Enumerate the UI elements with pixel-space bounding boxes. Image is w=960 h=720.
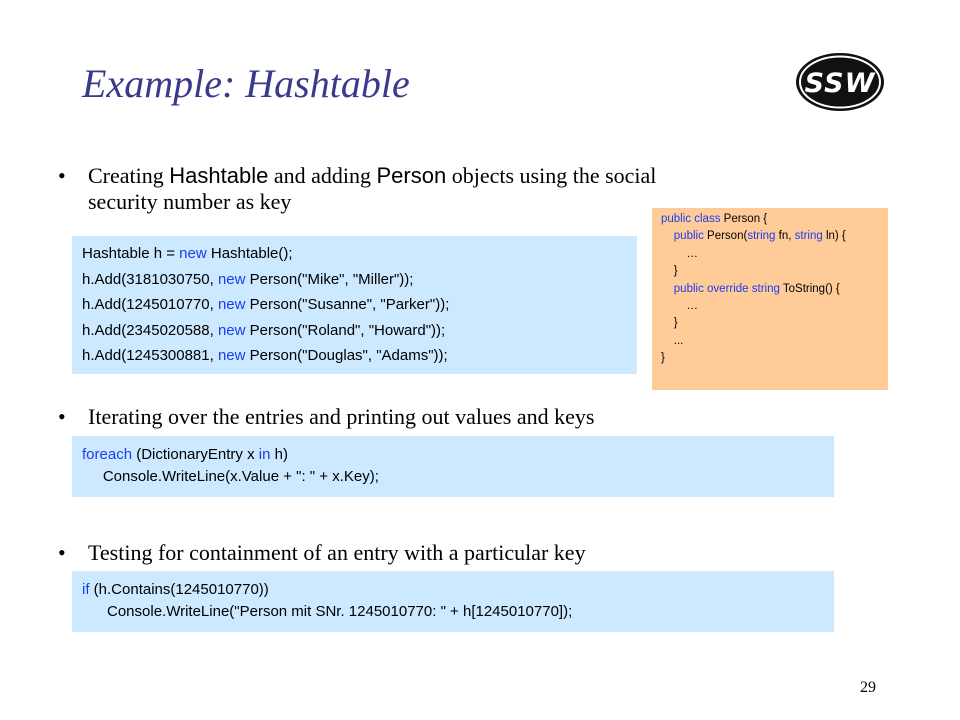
code-line: } xyxy=(661,352,665,365)
bullet-3: • Testing for containment of an entry with a particular key xyxy=(58,540,586,565)
code-line: public Person(string fn, string ln) { xyxy=(673,230,846,243)
bullet-1: • Creating Hashtable and adding Person objects using the social security number as key xyxy=(58,163,657,214)
bullet-2-text: Iterating over the entries and printing out values and keys xyxy=(88,404,595,429)
code-line: if (h.Contains(1245010770)) xyxy=(82,581,269,598)
code-line: Hashtable h = new Hashtable(); xyxy=(82,245,293,262)
code-line: Console.WriteLine(x.Value + ": " + x.Key); xyxy=(82,468,379,485)
bullet-1-hashtable: Hashtable xyxy=(169,163,269,188)
code-line: foreach (DictionaryEntry x in h) xyxy=(82,446,288,463)
bullet-1-text-a: Creating xyxy=(88,163,170,188)
svg-text:SSW: SSW xyxy=(804,68,876,99)
code-line: } xyxy=(661,317,678,330)
foreach-code-block xyxy=(72,436,834,497)
code-line: h.Add(3181030750, new Person("Mike", "Miller")); xyxy=(82,270,414,288)
code-line: public override string ToString() { xyxy=(673,282,840,295)
bullet-1-text-b: and adding xyxy=(268,163,377,188)
code-line: ... xyxy=(661,334,684,347)
slide-title: Example: Hashtable xyxy=(82,61,410,106)
hashtable-code-block xyxy=(72,236,637,374)
code-line: … xyxy=(661,300,699,313)
bullet-2: • Iterating over the entries and printing out values and keys xyxy=(58,404,595,429)
bullet-3-text: Testing for containment of an entry with a particular key xyxy=(88,540,586,565)
bullet-1-line2: security number as key xyxy=(88,189,292,214)
code-line: h.Add(1245300881, new Person("Douglas", "Adams")); xyxy=(82,347,448,364)
code-line: … xyxy=(661,247,699,260)
ssw-logo xyxy=(794,50,888,114)
code-line: Console.WriteLine("Person mit SNr. 1245010770: " + h[1245010770]); xyxy=(82,603,573,620)
person-class-code-block xyxy=(652,208,888,390)
code-line: public class Person { xyxy=(661,213,768,225)
code-line: } xyxy=(661,265,678,278)
contains-code-block xyxy=(72,571,834,632)
bullet-1-text-c: objects using the social xyxy=(446,163,657,188)
code-line: h.Add(1245010770, new Person("Susanne", "Parker")); xyxy=(82,296,450,313)
page-number: 29 xyxy=(860,679,876,696)
bullet-1-person: Person xyxy=(376,163,447,188)
code-line: h.Add(2345020588, new Person("Roland", "Howard")); xyxy=(82,321,446,339)
